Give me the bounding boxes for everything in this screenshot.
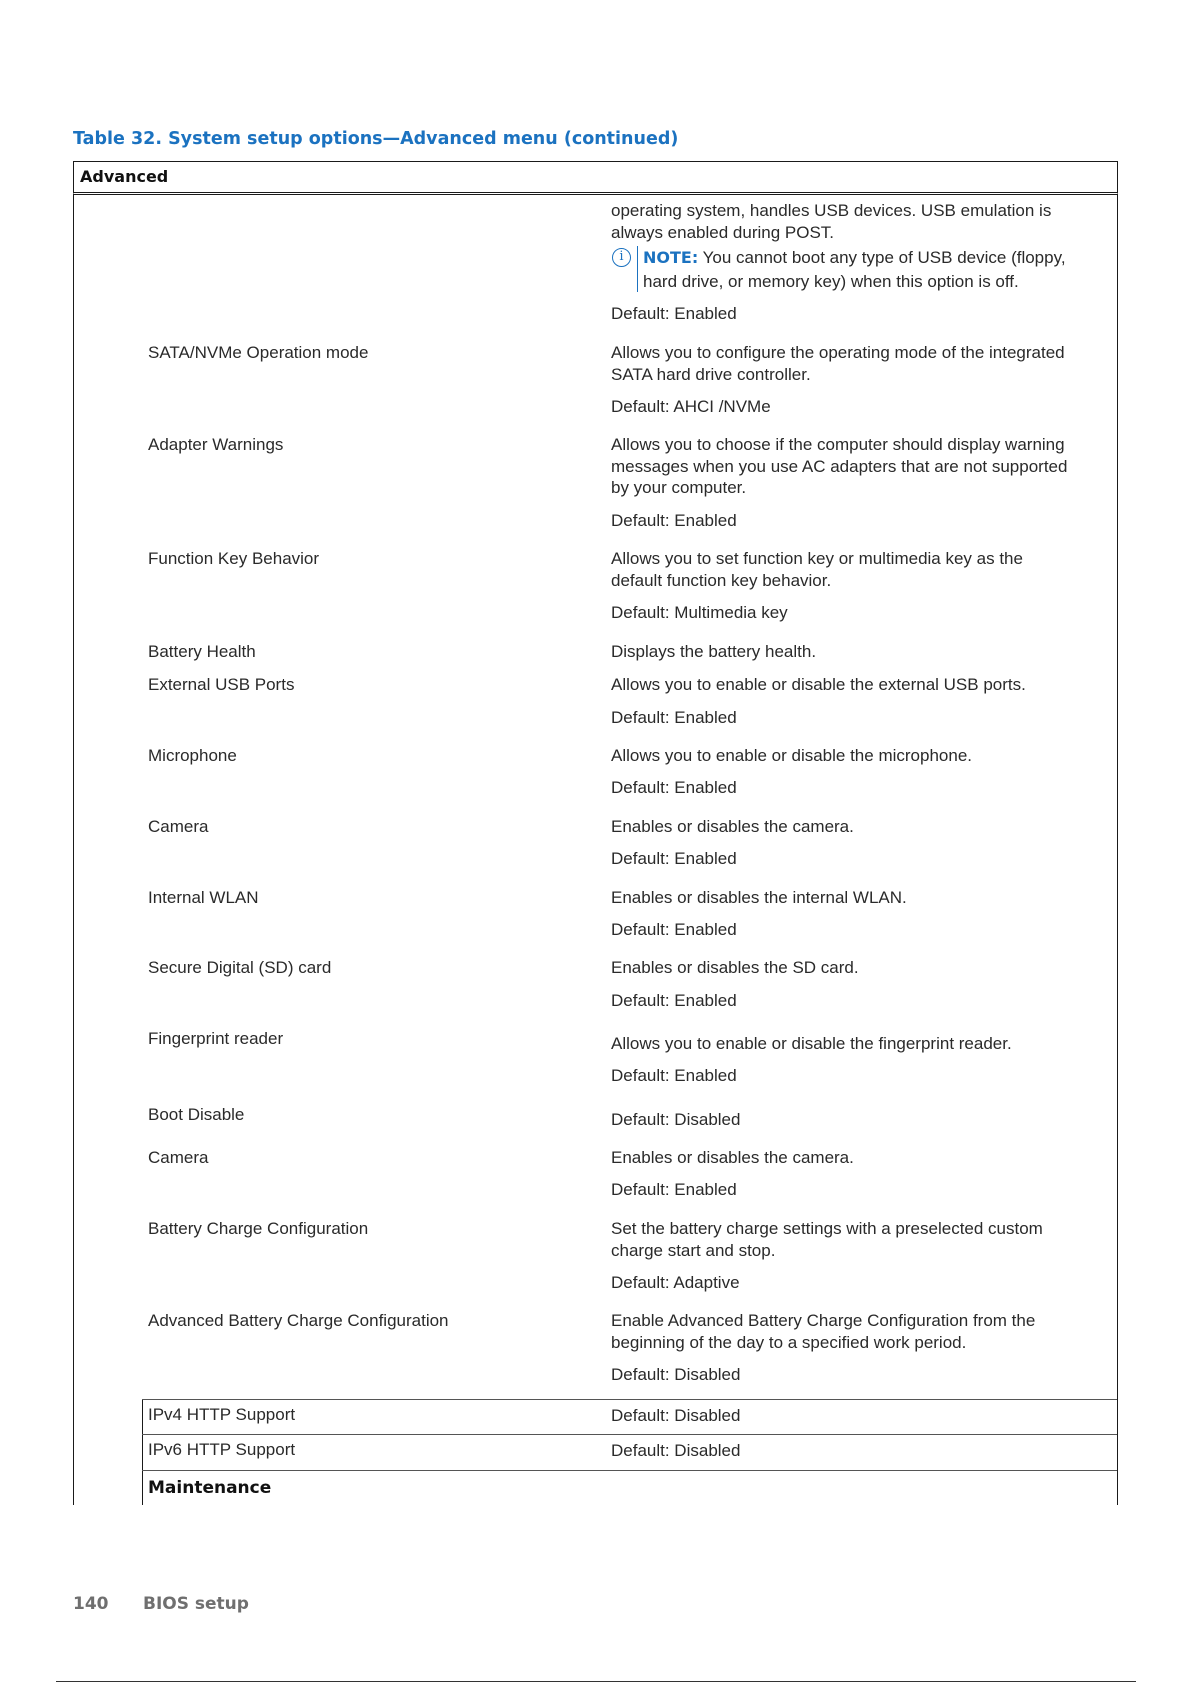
default-value: Default: Disabled	[611, 1441, 741, 1460]
table-header	[73, 161, 1118, 195]
default-value: Default: Disabled	[611, 1406, 741, 1425]
default-value: Default: Enabled	[611, 778, 737, 797]
section-title: BIOS setup	[143, 1594, 249, 1614]
option-name: Battery Health	[148, 642, 256, 661]
default-value: Default: Enabled	[611, 849, 737, 868]
option-name: Camera	[148, 1148, 209, 1167]
option-name: Advanced Battery Charge Configuration	[148, 1311, 449, 1330]
row-divider	[142, 1470, 1117, 1471]
option-description: Enable Advanced Battery Charge Configuration from the beginning of the day to a specified work period.	[611, 1311, 1036, 1352]
default-value: Default: Enabled	[611, 1066, 737, 1085]
option-description: Enables or disables the camera.	[611, 817, 854, 836]
default-value: Default: Enabled	[611, 1180, 737, 1199]
info-icon: i	[612, 248, 631, 267]
option-name: Function Key Behavior	[148, 549, 320, 568]
table-right-border	[1117, 195, 1118, 1505]
default-value: Default: Enabled	[611, 304, 737, 323]
option-name: IPv4 HTTP Support	[148, 1405, 296, 1424]
default-value: Default: Enabled	[611, 511, 737, 530]
option-description: Allows you to configure the operating mode of the integrated SATA hard drive controller.	[611, 343, 1065, 384]
option-description: Set the battery charge settings with a preselected custom charge start and stop.	[611, 1219, 1043, 1260]
option-name: Camera	[148, 817, 209, 836]
table-caption: Table 32. System setup options—Advanced menu (continued)	[73, 129, 679, 149]
option-description: Allows you to choose if the computer should display warning messages when you use AC adapters that are not supported by your computer.	[611, 435, 1068, 497]
option-name: Secure Digital (SD) card	[148, 958, 332, 977]
option-name: Fingerprint reader	[148, 1029, 284, 1048]
option-name: Boot Disable	[148, 1105, 245, 1124]
option-description: Allows you to enable or disable the external USB ports.	[611, 675, 1026, 694]
default-value: Default: Adaptive	[611, 1273, 740, 1292]
option-description: Enables or disables the internal WLAN.	[611, 888, 907, 907]
default-value: Default: Enabled	[611, 991, 737, 1010]
maintenance-heading: Maintenance	[148, 1478, 272, 1498]
option-name: Internal WLAN	[148, 888, 259, 907]
default-value: Default: AHCI /NVMe	[611, 397, 771, 416]
default-value: Default: Enabled	[611, 708, 737, 727]
option-name: Adapter Warnings	[148, 435, 284, 454]
note-label: NOTE:	[643, 248, 699, 267]
option-name: External USB Ports	[148, 675, 295, 694]
option-name: Microphone	[148, 746, 237, 765]
option-name: SATA/NVMe Operation mode	[148, 343, 369, 362]
option-name: IPv6 HTTP Support	[148, 1440, 296, 1459]
option-description: Enables or disables the SD card.	[611, 958, 859, 977]
table-left-border	[73, 195, 74, 1505]
default-value: Default: Disabled	[611, 1365, 741, 1384]
default-value: Default: Enabled	[611, 920, 737, 939]
option-description: Allows you to enable or disable the fingerprint reader.	[611, 1034, 1012, 1053]
option-name: Battery Charge Configuration	[148, 1219, 369, 1238]
default-value: Default: Multimedia key	[611, 603, 788, 622]
note-bar	[637, 246, 638, 292]
row-divider	[142, 1434, 1117, 1435]
page-number: 140	[73, 1594, 109, 1614]
bottom-rule	[56, 1681, 1136, 1682]
inner-left-border	[142, 1399, 143, 1505]
continued-description: operating system, handles USB devices. USB emulation is always enabled during POST.	[611, 201, 1052, 242]
row-divider	[142, 1399, 1117, 1400]
option-description: Enables or disables the camera.	[611, 1148, 854, 1167]
option-description: Allows you to enable or disable the microphone.	[611, 746, 972, 765]
table-header-label: Advanced	[80, 167, 169, 186]
default-value: Default: Disabled	[611, 1110, 741, 1129]
note-block: NOTE: You cannot boot any type of USB device (floppy, hard drive, or memory key) when this option is off.	[643, 248, 1066, 291]
option-description: Displays the battery health.	[611, 642, 817, 661]
option-description: Allows you to set function key or multimedia key as the default function key behavior.	[611, 549, 1023, 590]
